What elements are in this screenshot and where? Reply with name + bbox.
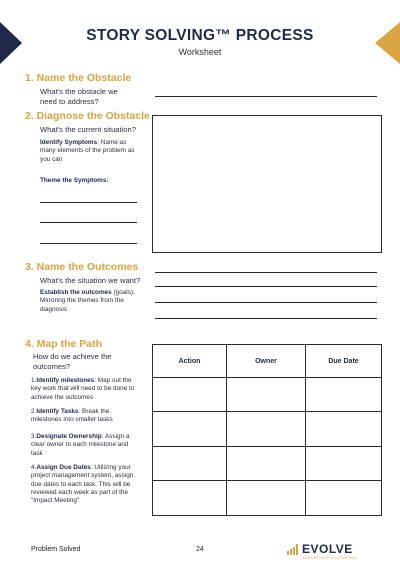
- path-question: [33, 352, 112, 372]
- path-question-line: How do we achieve the: [33, 352, 112, 361]
- theme-line-1[interactable]: [40, 202, 137, 203]
- owner-cell[interactable]: [227, 446, 306, 480]
- path-step: [31, 408, 149, 425]
- step-text: "Impact Meeting": [31, 497, 80, 505]
- due-date-cell[interactable]: [306, 446, 382, 480]
- column-header-owner: Owner: [227, 345, 306, 378]
- theme-line-3[interactable]: [40, 243, 137, 244]
- logo-tagline: LEADERSHIP CONSULTING: [303, 556, 358, 560]
- logo-bars-icon: [287, 544, 301, 555]
- outcome-line-4[interactable]: [155, 318, 377, 319]
- establish-outcomes-label: Establish the outcomes: [40, 289, 112, 296]
- table-row: [153, 378, 382, 412]
- due-date-cell[interactable]: [306, 412, 382, 446]
- outcomes-question: What's the situation we want?: [40, 276, 141, 285]
- path-step: [31, 433, 149, 458]
- step-number: 2.: [31, 408, 37, 415]
- table-row: [153, 412, 382, 446]
- step-text: clear owner to each milestone and: [31, 441, 129, 449]
- page-number: 24: [196, 546, 204, 553]
- obstacle-question: [40, 87, 118, 107]
- outcome-line-1[interactable]: [155, 272, 377, 273]
- action-plan-table: [152, 344, 382, 516]
- step-label: Identify milestones: [36, 377, 95, 384]
- step-number: 1.: [31, 377, 37, 384]
- owner-cell[interactable]: [227, 480, 306, 515]
- obstacle-question-line: need to address?: [40, 97, 99, 106]
- step-label: Identify Tasks: [36, 408, 79, 415]
- step-text: due dates to each task. This will be: [31, 480, 131, 488]
- owner-cell[interactable]: [227, 378, 306, 412]
- step-label: Designate Ownership: [36, 433, 102, 440]
- footer-section-label: Problem Solved: [31, 546, 81, 553]
- establish-outcomes-line: Mirroring the themes from the: [40, 297, 124, 305]
- step-text: reviewed each week as part of the: [31, 488, 128, 496]
- table-header-row: [153, 345, 382, 378]
- step-number: 3.: [31, 433, 37, 440]
- action-cell[interactable]: [153, 446, 227, 480]
- theme-line-2[interactable]: [40, 222, 137, 223]
- page-subtitle: Worksheet: [178, 47, 222, 57]
- step-text: key work that will need to be done to: [31, 385, 135, 393]
- step-number: 4.: [31, 464, 37, 471]
- diagnose-question: What's the current situation?: [40, 125, 136, 134]
- step-text: : Map out the: [94, 377, 132, 384]
- step-text: : Assign a: [101, 433, 130, 440]
- section-obstacle-heading: 1. Name the Obstacle: [25, 72, 132, 84]
- identify-symptoms-line: you can: [40, 155, 63, 163]
- step-text: milestones into smaller tasks: [31, 416, 113, 424]
- step-text: project management system, assign: [31, 472, 134, 480]
- section-diagnose-heading: 2. Diagnose the Obstacle: [25, 110, 150, 122]
- action-cell[interactable]: [153, 378, 227, 412]
- owner-cell[interactable]: [227, 412, 306, 446]
- outcome-line-2[interactable]: [155, 286, 377, 287]
- page-title: STORY SOLVING™ PROCESS: [86, 27, 314, 44]
- step-label: Assign Due Dates: [36, 464, 91, 471]
- path-step: [31, 464, 151, 505]
- due-date-cell[interactable]: [306, 378, 382, 412]
- action-cell[interactable]: [153, 480, 227, 515]
- section-outcomes-heading: 3. Name the Outcomes: [25, 261, 139, 273]
- column-header-action: Action: [153, 345, 227, 378]
- logo-wordmark: EVOLVE: [302, 542, 353, 556]
- column-header-due-date: Due Date: [306, 345, 382, 378]
- obstacle-question-line: What's the obstacle we: [40, 87, 118, 96]
- table-row: [153, 446, 382, 480]
- establish-outcomes-line: diagnosis: [40, 305, 68, 313]
- step-text: : Utilizing your: [90, 464, 131, 471]
- identify-symptoms-label: Identify Symptoms: [40, 139, 98, 146]
- theme-symptoms-label: Theme the Symptoms:: [40, 177, 109, 184]
- identify-symptoms-text: [40, 139, 150, 164]
- establish-outcomes-text: [40, 289, 152, 314]
- identify-symptoms-line: : Name as: [97, 139, 127, 146]
- step-text: achieve the outcomes: [31, 393, 94, 401]
- path-step: [31, 377, 149, 402]
- due-date-cell[interactable]: [306, 480, 382, 515]
- obstacle-answer-line[interactable]: [155, 96, 377, 97]
- establish-outcomes-line: (goals):: [111, 289, 135, 296]
- diagnose-answer-box[interactable]: [152, 115, 382, 253]
- table-row: [153, 480, 382, 515]
- step-text: task: [31, 449, 43, 457]
- path-question-line: outcomes?: [33, 362, 71, 371]
- section-path-heading: 4. Map the Path: [25, 338, 103, 350]
- step-text: : Break the: [78, 408, 110, 415]
- identify-symptoms-line: many elements of the problem as: [40, 147, 135, 155]
- action-cell[interactable]: [153, 412, 227, 446]
- outcome-line-3[interactable]: [155, 302, 377, 303]
